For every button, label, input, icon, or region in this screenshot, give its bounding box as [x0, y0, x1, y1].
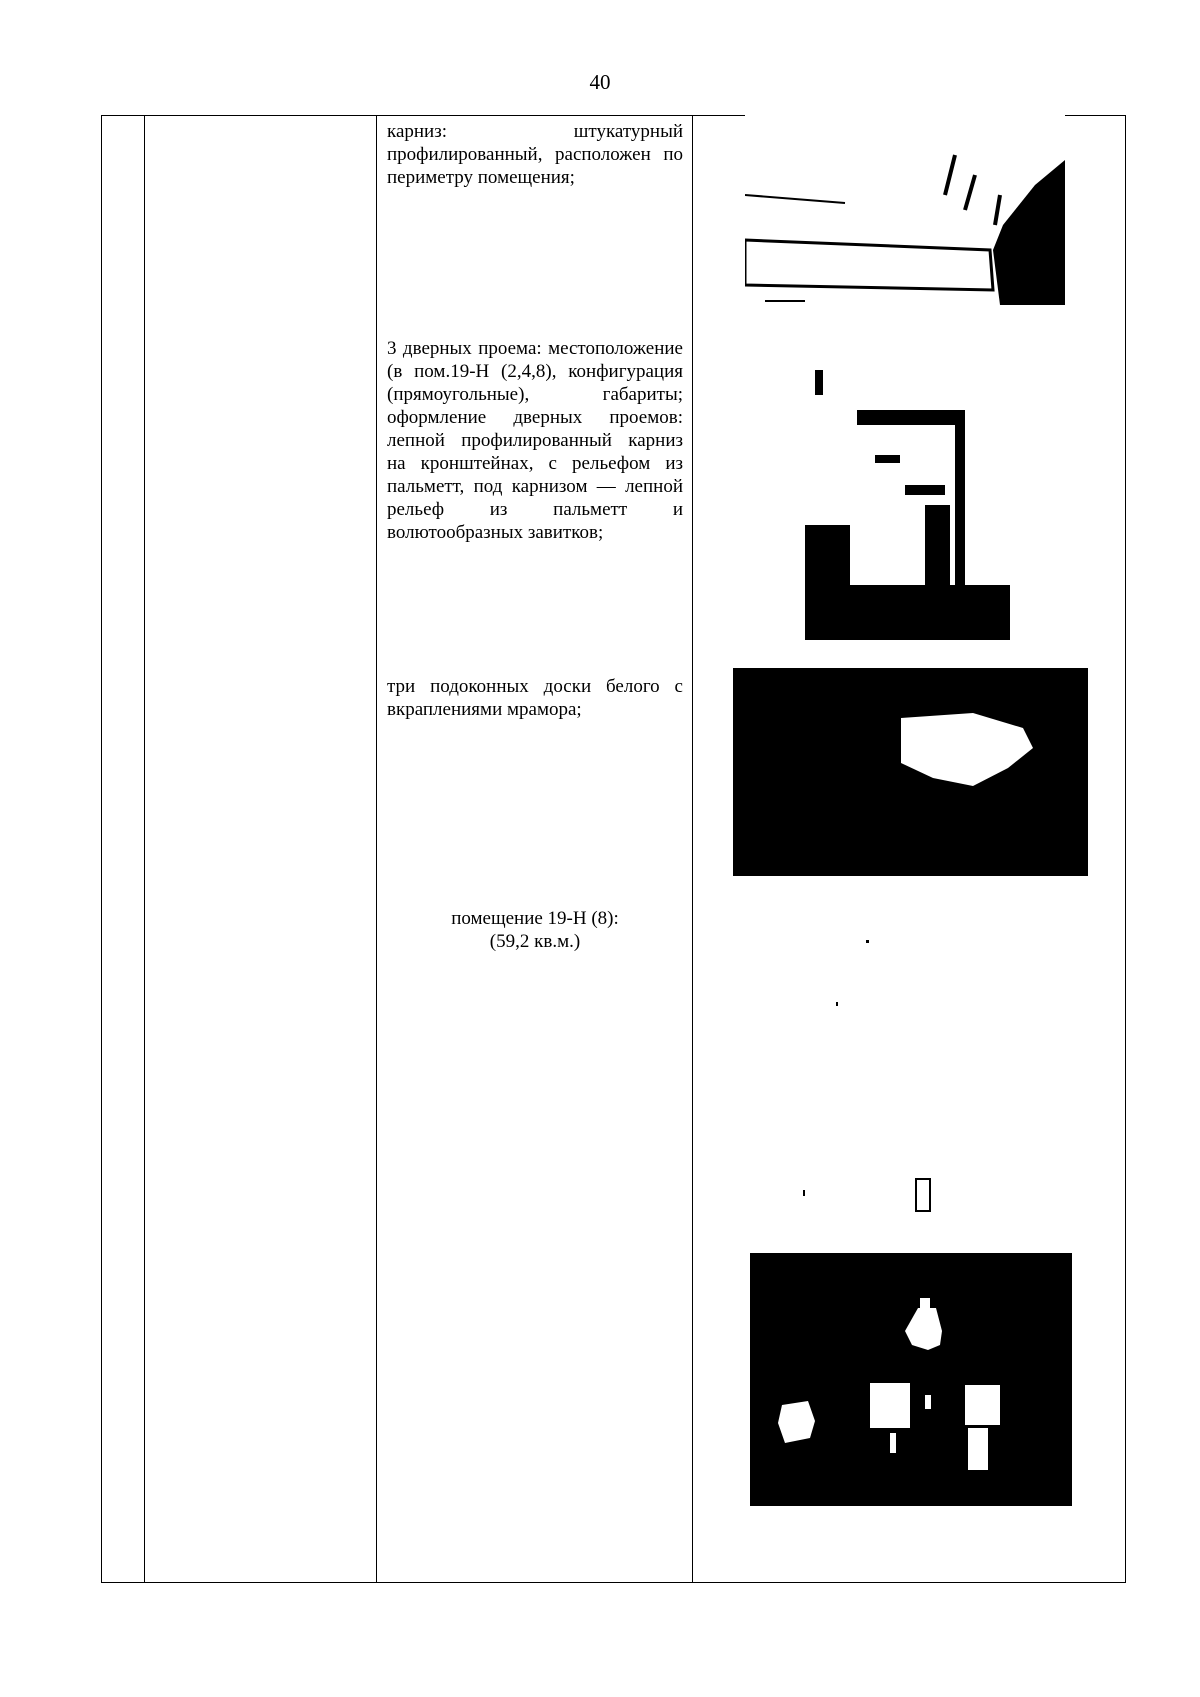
- column-divider: [376, 116, 377, 1582]
- speck: [866, 940, 869, 943]
- column-divider: [144, 116, 145, 1582]
- doorway-photo: [805, 355, 1010, 640]
- page-number: 40: [589, 70, 611, 94]
- column-divider: [692, 116, 693, 1582]
- room-heading: [387, 907, 683, 953]
- cornice-photo: [745, 115, 1065, 305]
- room-area: (59,2 кв.м.): [489, 931, 581, 952]
- windowsill-text: три подоконных доски белого с вкраплениями мрамора;: [387, 676, 683, 720]
- placeholder-box: [915, 1178, 931, 1212]
- windowsill-photo: [733, 668, 1088, 876]
- doorways-text: 3 дверных проема: местоположение (в пом.19-Н (2,4,8), конфигурация (прямоугольные), габариты; оформление дверных проемов: лепной профилированный карниз на кронштейнах, с рельефом из пальметт, под карнизом — лепной рельеф из пальметт и волютообразных завитков;: [387, 338, 683, 543]
- room-photo: [750, 1253, 1072, 1506]
- speck: [836, 1002, 838, 1006]
- cornice-text: карниз: штукатурный профилированный, расположен по периметру помещения;: [387, 121, 683, 188]
- speck: [803, 1190, 805, 1196]
- room-name: помещение 19-Н (8):: [451, 908, 619, 929]
